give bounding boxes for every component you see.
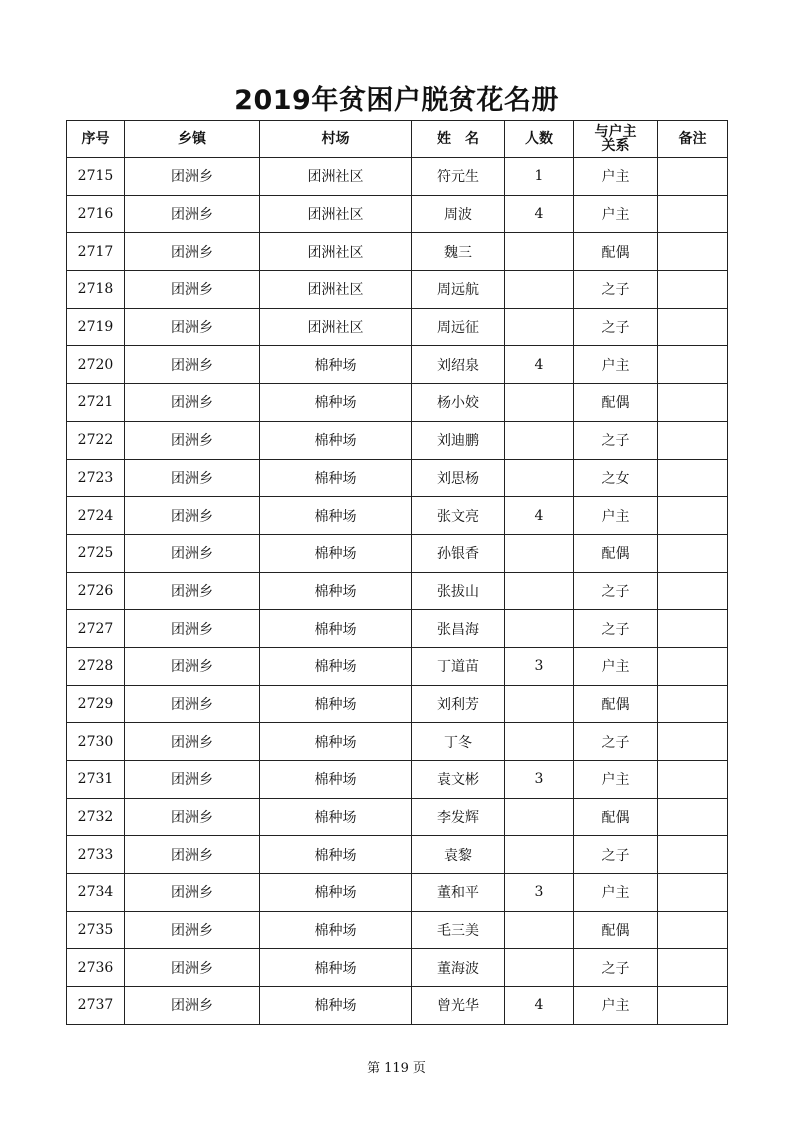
cell-remark [658,497,728,535]
cell-remark [658,308,728,346]
cell-remark [658,271,728,309]
cell-remark [658,761,728,799]
table-row [67,987,728,1025]
cell-village: 棉种场 [260,874,412,912]
cell-relation: 之子 [574,723,658,761]
cell-name: 曾光华 [412,987,505,1025]
cell-seq: 2735 [67,911,125,949]
cell-seq: 2730 [67,723,125,761]
cell-count: 3 [505,647,574,685]
cell-village: 团洲社区 [260,271,412,309]
cell-village: 团洲社区 [260,158,412,196]
cell-village: 团洲社区 [260,195,412,233]
cell-village: 棉种场 [260,459,412,497]
cell-seq: 2734 [67,874,125,912]
cell-count: 4 [505,497,574,535]
cell-relation: 户主 [574,874,658,912]
cell-remark [658,874,728,912]
cell-name: 董海波 [412,949,505,987]
cell-relation: 户主 [574,158,658,196]
cell-seq: 2724 [67,497,125,535]
cell-township: 团洲乡 [125,308,260,346]
page-number: 119 [384,1061,409,1076]
table-row [67,384,728,422]
cell-seq: 2727 [67,610,125,648]
table-row [67,836,728,874]
cell-seq: 2715 [67,158,125,196]
cell-township: 团洲乡 [125,271,260,309]
cell-township: 团洲乡 [125,572,260,610]
table-row [67,233,728,271]
cell-relation: 之子 [574,949,658,987]
cell-name: 丁冬 [412,723,505,761]
cell-name: 刘绍泉 [412,346,505,384]
cell-village: 棉种场 [260,421,412,459]
cell-count [505,421,574,459]
cell-remark [658,949,728,987]
cell-name: 丁道苗 [412,647,505,685]
cell-seq: 2737 [67,987,125,1025]
cell-relation: 之子 [574,836,658,874]
table-row [67,911,728,949]
table-row [67,195,728,233]
cell-remark [658,346,728,384]
cell-count: 1 [505,158,574,196]
cell-count [505,911,574,949]
cell-township: 团洲乡 [125,459,260,497]
cell-count [505,534,574,572]
cell-seq: 2718 [67,271,125,309]
footer-suffix: 页 [412,1061,426,1076]
footer-prefix: 第 [367,1061,381,1076]
cell-relation: 配偶 [574,798,658,836]
cell-relation: 户主 [574,761,658,799]
col-header-township: 乡镇 [125,121,260,158]
table-row [67,610,728,648]
cell-village: 棉种场 [260,949,412,987]
cell-seq: 2728 [67,647,125,685]
cell-village: 棉种场 [260,723,412,761]
cell-count: 4 [505,346,574,384]
cell-name: 袁文彬 [412,761,505,799]
cell-relation: 配偶 [574,233,658,271]
cell-village: 棉种场 [260,798,412,836]
cell-remark [658,685,728,723]
cell-relation: 户主 [574,647,658,685]
cell-remark [658,647,728,685]
cell-count [505,572,574,610]
table-row [67,421,728,459]
table-row [67,874,728,912]
table-header-row [67,121,728,158]
cell-village: 棉种场 [260,346,412,384]
col-header-relation-line2: 关系 [601,138,630,154]
cell-name: 张昌海 [412,610,505,648]
table-row [67,308,728,346]
cell-count [505,610,574,648]
cell-township: 团洲乡 [125,911,260,949]
table-row [67,534,728,572]
cell-township: 团洲乡 [125,346,260,384]
cell-seq: 2721 [67,384,125,422]
table-row [67,949,728,987]
cell-village: 团洲社区 [260,233,412,271]
cell-relation: 户主 [574,346,658,384]
cell-seq: 2717 [67,233,125,271]
cell-township: 团洲乡 [125,949,260,987]
cell-village: 棉种场 [260,384,412,422]
table-row [67,798,728,836]
cell-township: 团洲乡 [125,158,260,196]
cell-seq: 2729 [67,685,125,723]
cell-remark [658,384,728,422]
cell-name: 符元生 [412,158,505,196]
cell-relation: 之女 [574,459,658,497]
cell-remark [658,836,728,874]
cell-count [505,723,574,761]
cell-township: 团洲乡 [125,610,260,648]
table-row [67,685,728,723]
cell-remark [658,723,728,761]
roster-table [66,120,728,1025]
cell-name: 魏三 [412,233,505,271]
cell-village: 棉种场 [260,647,412,685]
cell-name: 刘迪鹏 [412,421,505,459]
cell-name: 袁黎 [412,836,505,874]
cell-relation: 户主 [574,497,658,535]
cell-relation: 户主 [574,987,658,1025]
table-row [67,572,728,610]
cell-count [505,308,574,346]
cell-relation: 配偶 [574,685,658,723]
cell-count [505,384,574,422]
cell-seq: 2720 [67,346,125,384]
cell-remark [658,987,728,1025]
table-row [67,346,728,384]
cell-township: 团洲乡 [125,836,260,874]
cell-remark [658,233,728,271]
cell-count: 4 [505,195,574,233]
cell-township: 团洲乡 [125,685,260,723]
cell-seq: 2716 [67,195,125,233]
cell-remark [658,459,728,497]
cell-remark [658,798,728,836]
col-header-relation [574,121,658,158]
table-row [67,158,728,196]
cell-relation: 之子 [574,572,658,610]
cell-township: 团洲乡 [125,195,260,233]
table-row [67,723,728,761]
cell-township: 团洲乡 [125,761,260,799]
cell-township: 团洲乡 [125,874,260,912]
col-header-remark: 备注 [658,121,728,158]
cell-seq: 2722 [67,421,125,459]
cell-remark [658,421,728,459]
cell-remark [658,610,728,648]
cell-village: 棉种场 [260,572,412,610]
cell-remark [658,195,728,233]
cell-name: 张拔山 [412,572,505,610]
cell-count [505,459,574,497]
cell-count [505,836,574,874]
cell-name: 周远航 [412,271,505,309]
cell-village: 棉种场 [260,497,412,535]
cell-name: 毛三美 [412,911,505,949]
cell-remark [658,572,728,610]
table-row [67,497,728,535]
cell-village: 棉种场 [260,761,412,799]
page-footer [0,1057,793,1076]
col-header-seq: 序号 [67,121,125,158]
cell-relation: 户主 [574,195,658,233]
cell-count [505,271,574,309]
cell-name: 周波 [412,195,505,233]
cell-relation: 配偶 [574,534,658,572]
table-row [67,271,728,309]
cell-seq: 2719 [67,308,125,346]
cell-seq: 2731 [67,761,125,799]
cell-village: 棉种场 [260,911,412,949]
cell-village: 棉种场 [260,685,412,723]
cell-count [505,949,574,987]
cell-village: 棉种场 [260,836,412,874]
cell-remark [658,911,728,949]
cell-seq: 2736 [67,949,125,987]
cell-name: 孙银香 [412,534,505,572]
table-body [67,158,728,1025]
table-row [67,647,728,685]
cell-count [505,685,574,723]
cell-village: 棉种场 [260,987,412,1025]
col-header-count: 人数 [505,121,574,158]
cell-township: 团洲乡 [125,384,260,422]
cell-township: 团洲乡 [125,233,260,271]
cell-seq: 2733 [67,836,125,874]
cell-township: 团洲乡 [125,723,260,761]
col-header-relation-line1: 与户主 [594,124,637,140]
cell-remark [658,158,728,196]
page-title: 2019年贫困户脱贫花名册 [234,85,559,116]
col-header-village: 村场 [260,121,412,158]
cell-relation: 之子 [574,610,658,648]
cell-township: 团洲乡 [125,987,260,1025]
cell-township: 团洲乡 [125,647,260,685]
cell-village: 棉种场 [260,610,412,648]
cell-relation: 配偶 [574,911,658,949]
cell-township: 团洲乡 [125,534,260,572]
cell-remark [658,534,728,572]
cell-count: 3 [505,761,574,799]
cell-name: 杨小姣 [412,384,505,422]
cell-name: 董和平 [412,874,505,912]
cell-township: 团洲乡 [125,798,260,836]
cell-name: 刘利芳 [412,685,505,723]
cell-seq: 2725 [67,534,125,572]
cell-township: 团洲乡 [125,497,260,535]
cell-relation: 之子 [574,421,658,459]
cell-seq: 2723 [67,459,125,497]
col-header-name: 姓 名 [412,121,505,158]
cell-relation: 之子 [574,308,658,346]
cell-seq: 2732 [67,798,125,836]
cell-count: 3 [505,874,574,912]
cell-relation: 配偶 [574,384,658,422]
cell-name: 刘思杨 [412,459,505,497]
cell-seq: 2726 [67,572,125,610]
cell-count: 4 [505,987,574,1025]
cell-village: 团洲社区 [260,308,412,346]
table-row [67,459,728,497]
cell-name: 李发辉 [412,798,505,836]
table-row [67,761,728,799]
cell-name: 张文亮 [412,497,505,535]
cell-village: 棉种场 [260,534,412,572]
cell-name: 周远征 [412,308,505,346]
cell-count [505,798,574,836]
cell-relation: 之子 [574,271,658,309]
cell-count [505,233,574,271]
cell-township: 团洲乡 [125,421,260,459]
